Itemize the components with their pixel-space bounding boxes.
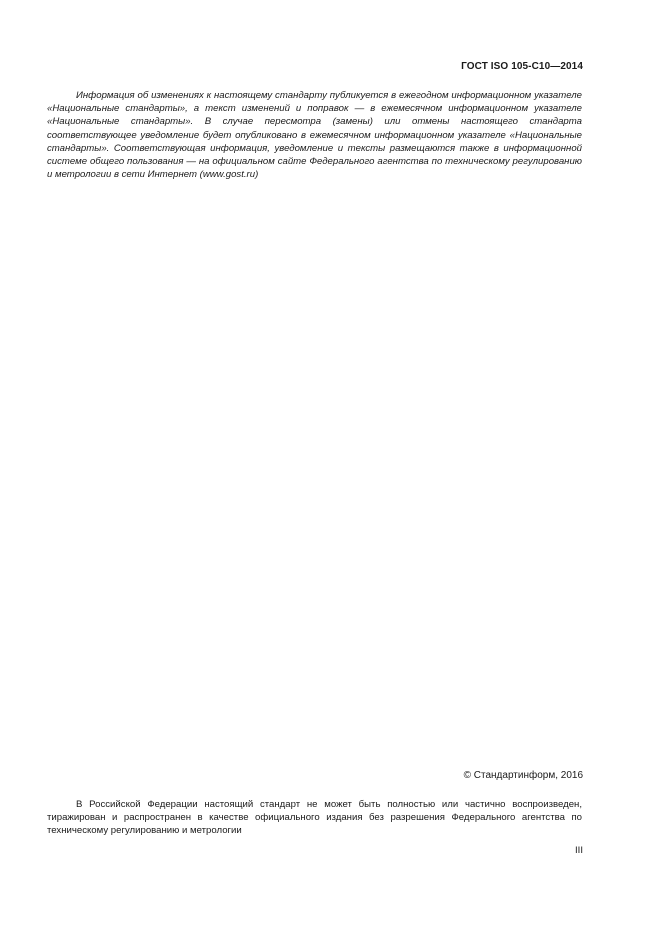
reproduction-restriction-notice: В Российской Федерации настоящий стандарт не может быть полностью или частично воспроизведен, тиражирован и распространен в качестве официального издания без разрешения Федерального агентства по техническому регулированию и метрологии — [47, 799, 582, 837]
publication-info-notice: Информация об изменениях к настоящему стандарту публикуется в ежегодном информационном указателе «Национальные стандарты», а текст изменений и поправок — в ежемесячном информационном указателе «Национальные стандарты». В случае пересмотра (замены) или отмены настоящего стандарта соответствующее уведомление будет опубликовано в ежемесячном информационном указателе «Национальные стандарты». Соответствующая информация, уведомление и тексты размещаются также в информационной системе общего пользования — на официальном сайте Федерального агентства по техническому регулированию и метрологии в сети Интернет (www.gost.ru) — [47, 90, 582, 181]
page-number: III — [575, 845, 583, 856]
copyright-notice: © Стандартинформ, 2016 — [463, 770, 583, 781]
standard-code-header: ГОСТ ISO 105-C10—2014 — [461, 61, 583, 72]
